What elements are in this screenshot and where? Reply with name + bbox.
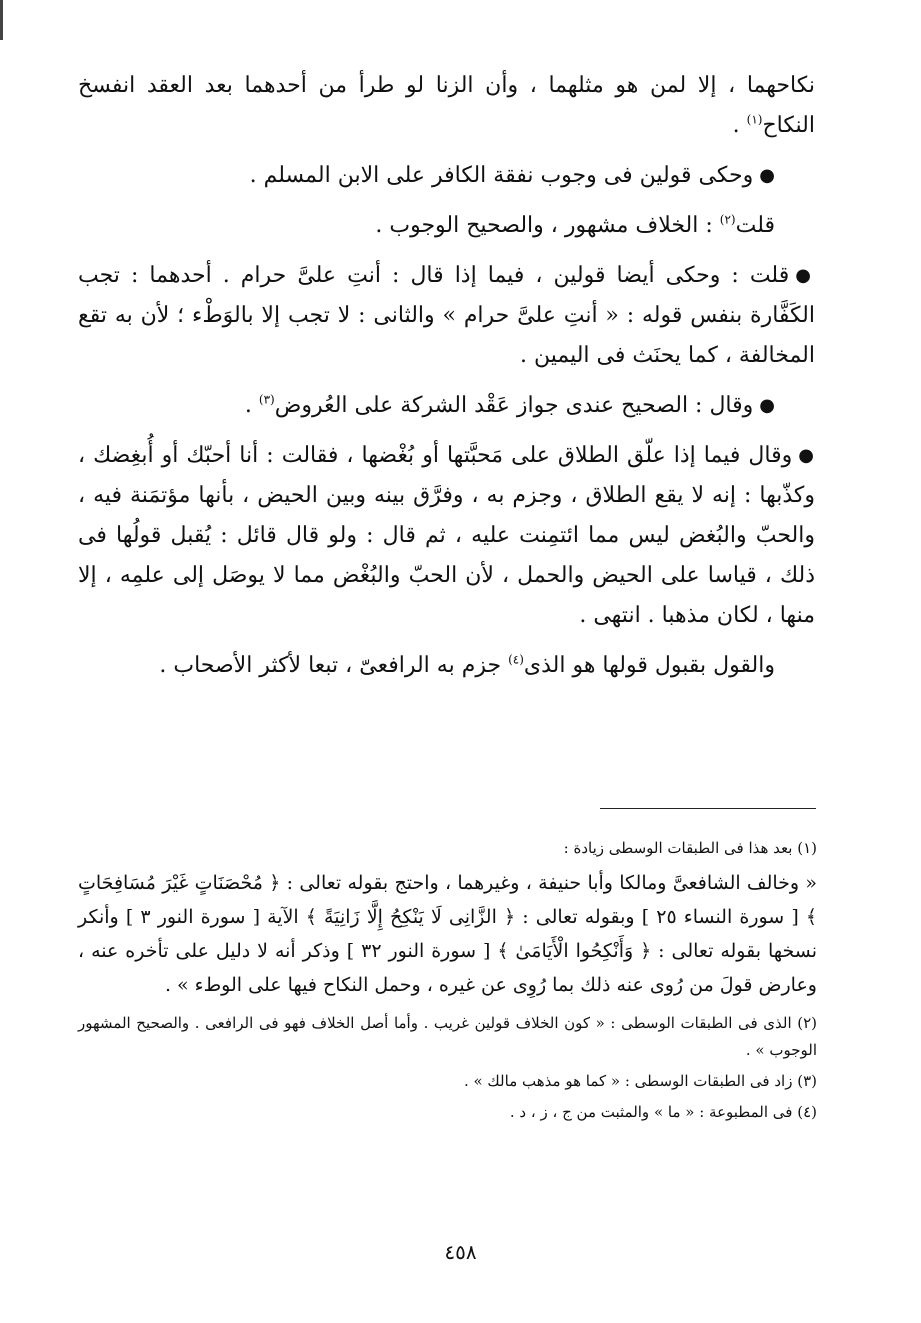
page-number: ٤٥٨ bbox=[444, 1240, 477, 1264]
paragraph-7-end: جزم به الرافعىّ ، تبعا لأكثر الأصحاب . bbox=[159, 653, 509, 678]
paragraph-5-end: . bbox=[244, 393, 259, 418]
paragraph-6 bbox=[78, 436, 815, 636]
footnote-divider bbox=[600, 808, 816, 809]
footnote-ref-4: (٤) bbox=[508, 652, 524, 667]
main-text bbox=[78, 66, 815, 696]
footnote-ref-1: (١) bbox=[746, 112, 763, 127]
footnote-ref-2: (٢) bbox=[719, 212, 736, 227]
paragraph-2-text: وحكى قولين فى وجوب نفقة الكافر على الابن المسلم . bbox=[249, 163, 754, 188]
paragraph-5-text: وقال : الصحيح عندى جواز عَقْد الشركة على العُروض bbox=[274, 393, 754, 418]
footnote-2: (٢) الذى فى الطبقات الوسطى : « كون الخلاف قولين غريب . وأما أصل الخلاف فهو فى الرافعى . والصحيح المشهور الوجوب » . bbox=[78, 1014, 817, 1059]
paragraph-6-text: وقال فيما إذا علّق الطلاق على مَحبَّتها أو بُغْضها ، فقالت : أنا أحبّك أو أُبغِضك ، وكذّبها : إنه لا يقع الطلاق ، وجزم به ، وفرَّق بينه وبين الحيض ، بأنها مؤتمَنة فيه ، والحبّ والبُغض ليس مما ائتمِنت عليه ، ثم قال : ولو قال قائل : يُقبل قولُها فى ذلك ، قياسا على الحيض والحمل ، لأن الحبّ والبُغْض مما لا يوصَل إلى علمِه ، إلا منها ، لكان مذهبا . انتهى . bbox=[78, 443, 815, 628]
paragraph-7 bbox=[78, 646, 815, 686]
scan-edge-mark bbox=[0, 0, 3, 40]
footnote-1-head: (١) بعد هذا فى الطبقات الوسطى زيادة : bbox=[563, 839, 817, 857]
paragraph-1-text: نكاحهما ، إلا لمن هو مثلهما ، وأن الزنا لو طرأ من أحدهما بعد العقد انفسخ النكاح bbox=[78, 73, 815, 138]
paragraph-1 bbox=[78, 66, 815, 146]
paragraph-4-text: قلت : وحكى أيضا قولين ، فيما إذا قال : أنتِ علىَّ حرام . أحدهما : تجب الكَفَّارة بنفس قوله : « أنتِ علىَّ حرام » والثانى : لا تجب إلا بالوَطْء ؛ لأن به تقع المخالفة ، كما يحنَث فى اليمين . bbox=[78, 263, 815, 368]
footnote-4: (٤) فى المطبوعة : « ما » والمثبت من ج ، ز ، د . bbox=[509, 1103, 817, 1121]
paragraph-3-text: قلت bbox=[735, 213, 775, 238]
footnotes bbox=[78, 835, 817, 1130]
paragraph-2 bbox=[78, 156, 815, 196]
paragraph-7-text: والقول بقبول قولها هو الذى bbox=[523, 653, 775, 678]
paragraph-1-end: . bbox=[732, 113, 747, 138]
footnote-3: (٣) زاد فى الطبقات الوسطى : « كما هو مذهب مالك » . bbox=[463, 1072, 817, 1090]
paragraph-5 bbox=[78, 386, 815, 426]
paragraph-4 bbox=[78, 256, 815, 376]
footnote-ref-3: (٣) bbox=[258, 392, 275, 407]
paragraph-3-end: : الخلاف مشهور ، والصحيح الوجوب . bbox=[375, 213, 720, 238]
paragraph-3 bbox=[78, 206, 815, 246]
footnote-1-quote: « وخالف الشافعىَّ ومالكا وأبا حنيفة ، وغيرهما ، واحتج بقوله تعالى : ﴿ مُحْصَنَاتٍ غَيْرَ مُسَافِحَاتٍ ﴾ [ سورة النساء ٢٥ ] وبقوله تعالى : ﴿ الزَّانِى لَا يَنْكِحُ إِلَّا زَانِيَةً ﴾ الآية [ سورة النور ٣ ] وأنكر نسخها بقوله تعالى : ﴿ وَأَنْكِحُوا الْأَيَامَىٰ ﴾ [ سورة النور ٣٢ ] وذكر أنه لا دليل على تأخره عنه ، وعارض قولَ من رُوى عنه ذلك بما رُوِى عن غيره ، وحمل النكاح فيها على الوطء » . bbox=[78, 872, 817, 996]
